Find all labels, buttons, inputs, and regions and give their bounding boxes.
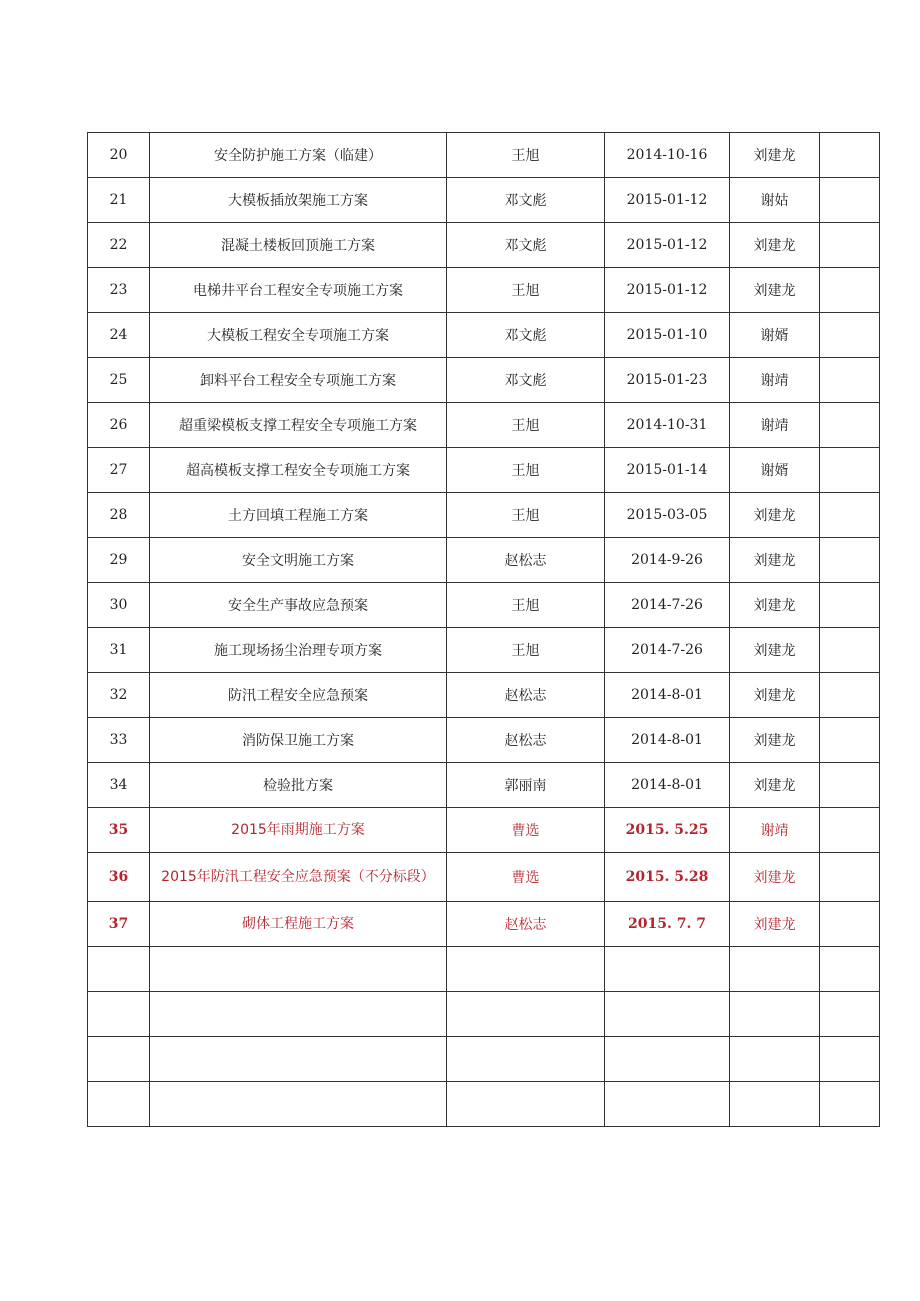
row-number-cell: 27: [88, 448, 150, 493]
table-body: [88, 133, 880, 1127]
approver-cell: 刘建龙: [730, 223, 820, 268]
date-cell: 2014-7-26: [605, 628, 730, 673]
note-cell: [820, 902, 880, 947]
plan-name-cell: 安全生产事故应急预案: [150, 583, 447, 628]
author-cell: [447, 992, 605, 1037]
date-cell: [605, 992, 730, 1037]
table-row: [88, 718, 880, 763]
note-cell: [820, 268, 880, 313]
date-cell: 2015. 7. 7: [605, 902, 730, 947]
date-cell: [605, 947, 730, 992]
author-cell: 邓文彪: [447, 313, 605, 358]
plan-name-cell: 卸料平台工程安全专项施工方案: [150, 358, 447, 403]
construction-plan-table: [87, 132, 880, 1127]
author-cell: 王旭: [447, 268, 605, 313]
plan-name-cell: [150, 1082, 447, 1127]
table-row: [88, 853, 880, 902]
approver-cell: [730, 1037, 820, 1082]
author-cell: 王旭: [447, 403, 605, 448]
date-cell: [605, 1082, 730, 1127]
note-cell: [820, 718, 880, 763]
note-cell: [820, 403, 880, 448]
author-cell: 赵松志: [447, 673, 605, 718]
plan-name-cell: 安全文明施工方案: [150, 538, 447, 583]
table-row: [88, 448, 880, 493]
plan-name-cell: 大模板插放架施工方案: [150, 178, 447, 223]
row-number-cell: 20: [88, 133, 150, 178]
approver-cell: 刘建龙: [730, 538, 820, 583]
plan-name-cell: 消防保卫施工方案: [150, 718, 447, 763]
date-cell: 2014-7-26: [605, 583, 730, 628]
note-cell: [820, 493, 880, 538]
author-cell: 王旭: [447, 493, 605, 538]
approver-cell: [730, 1082, 820, 1127]
approver-cell: 刘建龙: [730, 628, 820, 673]
plan-name-cell: 大模板工程安全专项施工方案: [150, 313, 447, 358]
table-row: [88, 628, 880, 673]
date-cell: 2015-03-05: [605, 493, 730, 538]
note-cell: [820, 313, 880, 358]
note-cell: [820, 223, 880, 268]
note-cell: [820, 947, 880, 992]
approver-cell: 刘建龙: [730, 133, 820, 178]
note-cell: [820, 583, 880, 628]
table-row: [88, 313, 880, 358]
table-row: [88, 1037, 880, 1082]
row-number-cell: [88, 1037, 150, 1082]
table-row: [88, 268, 880, 313]
note-cell: [820, 808, 880, 853]
approver-cell: 刘建龙: [730, 853, 820, 902]
row-number-cell: 25: [88, 358, 150, 403]
author-cell: [447, 1082, 605, 1127]
approver-cell: 刘建龙: [730, 673, 820, 718]
table-row: [88, 358, 880, 403]
row-number-cell: 32: [88, 673, 150, 718]
note-cell: [820, 1082, 880, 1127]
date-cell: [605, 1037, 730, 1082]
author-cell: 赵松志: [447, 902, 605, 947]
plan-name-cell: 防汛工程安全应急预案: [150, 673, 447, 718]
author-cell: 赵松志: [447, 538, 605, 583]
approver-cell: 刘建龙: [730, 718, 820, 763]
row-number-cell: 23: [88, 268, 150, 313]
table-row: [88, 992, 880, 1037]
table-row: [88, 403, 880, 448]
date-cell: 2014-8-01: [605, 763, 730, 808]
author-cell: 邓文彪: [447, 358, 605, 403]
plan-name-cell: 混凝土楼板回顶施工方案: [150, 223, 447, 268]
table-row: [88, 673, 880, 718]
plan-name-cell: [150, 1037, 447, 1082]
approver-cell: 谢姑: [730, 178, 820, 223]
table-row: [88, 763, 880, 808]
date-cell: 2014-8-01: [605, 673, 730, 718]
table-row: [88, 947, 880, 992]
author-cell: 王旭: [447, 448, 605, 493]
note-cell: [820, 763, 880, 808]
plan-name-cell: 超重梁模板支撑工程安全专项施工方案: [150, 403, 447, 448]
approver-cell: 刘建龙: [730, 583, 820, 628]
table-row: [88, 1082, 880, 1127]
author-cell: 王旭: [447, 628, 605, 673]
row-number-cell: 31: [88, 628, 150, 673]
row-number-cell: 33: [88, 718, 150, 763]
plan-name-cell: 电梯井平台工程安全专项施工方案: [150, 268, 447, 313]
author-cell: 王旭: [447, 133, 605, 178]
plan-name-cell: 检验批方案: [150, 763, 447, 808]
author-cell: [447, 947, 605, 992]
plan-name-cell: 砌体工程施工方案: [150, 902, 447, 947]
date-cell: 2014-10-31: [605, 403, 730, 448]
note-cell: [820, 133, 880, 178]
row-number-cell: 36: [88, 853, 150, 902]
table-row: [88, 223, 880, 268]
author-cell: 赵松志: [447, 718, 605, 763]
table-row: [88, 583, 880, 628]
table-row: [88, 493, 880, 538]
date-cell: 2015-01-14: [605, 448, 730, 493]
date-cell: 2014-8-01: [605, 718, 730, 763]
row-number-cell: 37: [88, 902, 150, 947]
row-number-cell: 34: [88, 763, 150, 808]
date-cell: 2015-01-10: [605, 313, 730, 358]
approver-cell: 刘建龙: [730, 493, 820, 538]
note-cell: [820, 628, 880, 673]
table-row: [88, 133, 880, 178]
note-cell: [820, 1037, 880, 1082]
row-number-cell: [88, 1082, 150, 1127]
author-cell: 王旭: [447, 583, 605, 628]
note-cell: [820, 673, 880, 718]
approver-cell: [730, 992, 820, 1037]
author-cell: 邓文彪: [447, 178, 605, 223]
approver-cell: 谢靖: [730, 808, 820, 853]
date-cell: 2015. 5.28: [605, 853, 730, 902]
row-number-cell: 35: [88, 808, 150, 853]
note-cell: [820, 358, 880, 403]
date-cell: 2015-01-12: [605, 178, 730, 223]
author-cell: [447, 1037, 605, 1082]
author-cell: 曹选: [447, 853, 605, 902]
date-cell: 2015-01-12: [605, 268, 730, 313]
approver-cell: 谢婿: [730, 448, 820, 493]
plan-name-cell: 2015年雨期施工方案: [150, 808, 447, 853]
note-cell: [820, 992, 880, 1037]
approver-cell: 刘建龙: [730, 763, 820, 808]
plan-name-cell: 安全防护施工方案（临建）: [150, 133, 447, 178]
date-cell: 2015-01-23: [605, 358, 730, 403]
row-number-cell: 24: [88, 313, 150, 358]
plan-name-cell: [150, 947, 447, 992]
date-cell: 2014-10-16: [605, 133, 730, 178]
approver-cell: 刘建龙: [730, 902, 820, 947]
approver-cell: [730, 947, 820, 992]
note-cell: [820, 853, 880, 902]
date-cell: 2015-01-12: [605, 223, 730, 268]
note-cell: [820, 178, 880, 223]
note-cell: [820, 538, 880, 583]
row-number-cell: 30: [88, 583, 150, 628]
date-cell: 2014-9-26: [605, 538, 730, 583]
row-number-cell: 22: [88, 223, 150, 268]
note-cell: [820, 448, 880, 493]
row-number-cell: 21: [88, 178, 150, 223]
approver-cell: 刘建龙: [730, 268, 820, 313]
row-number-cell: [88, 947, 150, 992]
row-number-cell: [88, 992, 150, 1037]
plan-name-cell: 土方回填工程施工方案: [150, 493, 447, 538]
author-cell: 郭丽南: [447, 763, 605, 808]
table-row: [88, 538, 880, 583]
row-number-cell: 26: [88, 403, 150, 448]
table-row: [88, 808, 880, 853]
table-row: [88, 178, 880, 223]
plan-name-cell: 施工现场扬尘治理专项方案: [150, 628, 447, 673]
date-cell: 2015. 5.25: [605, 808, 730, 853]
plan-name-cell: 超高模板支撑工程安全专项施工方案: [150, 448, 447, 493]
row-number-cell: 29: [88, 538, 150, 583]
row-number-cell: 28: [88, 493, 150, 538]
author-cell: 曹选: [447, 808, 605, 853]
table-row: [88, 902, 880, 947]
author-cell: 邓文彪: [447, 223, 605, 268]
plan-name-cell: 2015年防汛工程安全应急预案（不分标段）: [150, 853, 447, 902]
approver-cell: 谢靖: [730, 358, 820, 403]
plan-name-cell: [150, 992, 447, 1037]
approver-cell: 谢婿: [730, 313, 820, 358]
approver-cell: 谢靖: [730, 403, 820, 448]
